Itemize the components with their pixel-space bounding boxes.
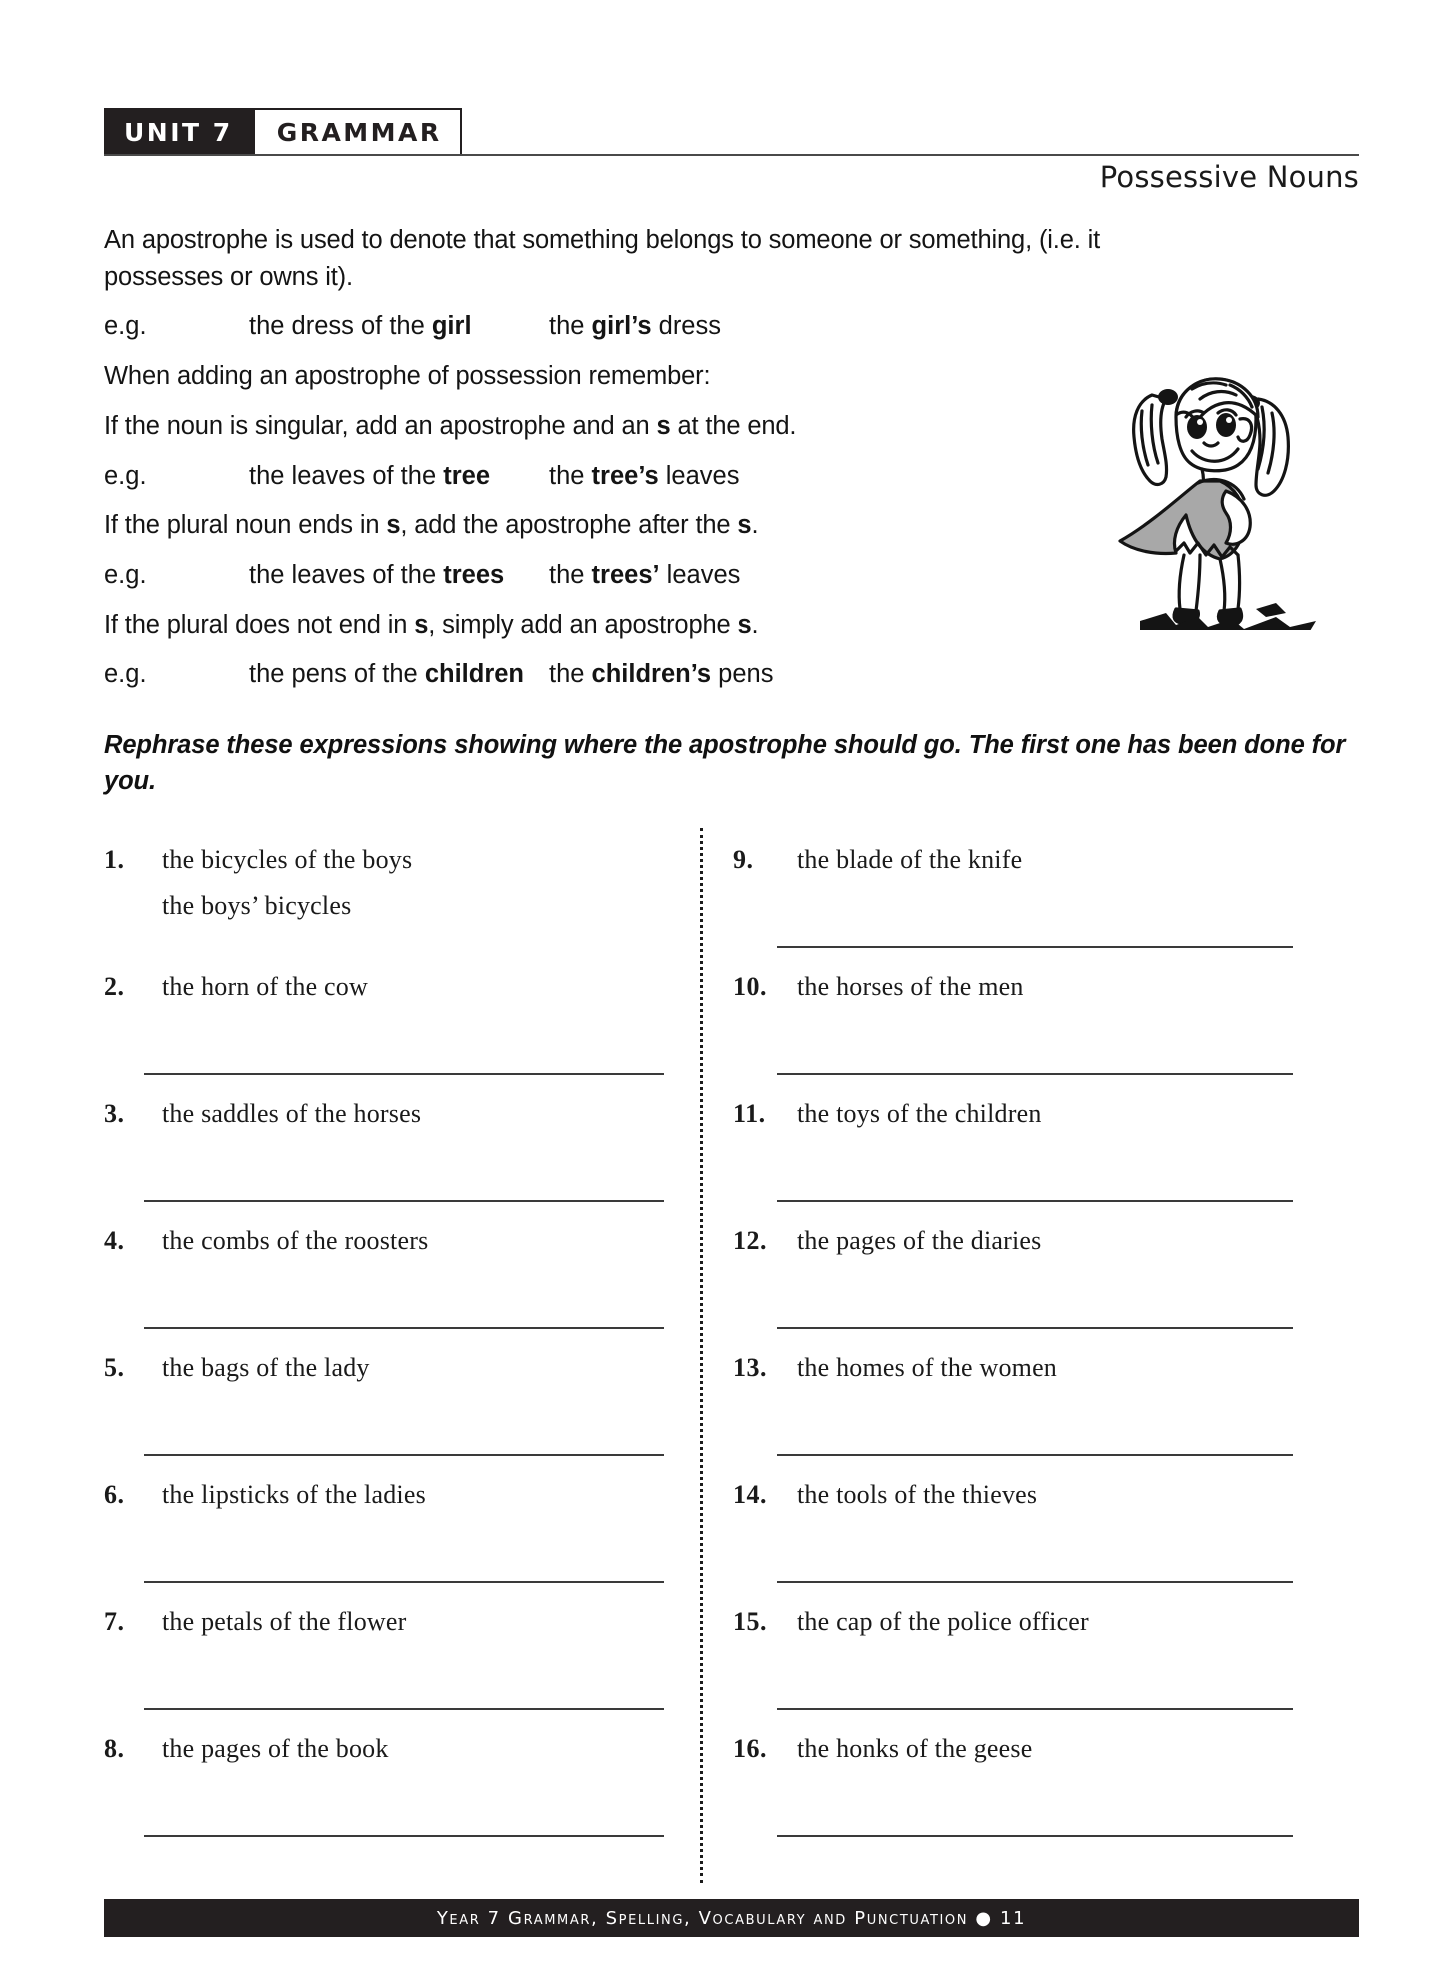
- answer-blank-line[interactable]: [777, 1835, 1293, 1837]
- eg-poss-noun: girl’s: [591, 312, 652, 341]
- eg-plain-text: the dress of the: [249, 312, 432, 341]
- eg-plain-noun: girl: [431, 312, 472, 341]
- exercise-text: the petals of the flower: [162, 1607, 407, 1636]
- exercise-item: [104, 1607, 664, 1734]
- rule-plural-nos-c: .: [751, 610, 759, 639]
- rule-plural-s-c: .: [751, 511, 759, 540]
- exercise-item: [104, 972, 664, 1099]
- exercise-number: 5.: [104, 1353, 125, 1382]
- exercise-column-left: [104, 845, 664, 1861]
- exercise-prompt: [104, 1099, 664, 1129]
- exercise-number: 8.: [104, 1734, 125, 1763]
- eg-label: e.g.: [104, 660, 147, 689]
- exercise-number: 4.: [104, 1226, 125, 1255]
- example-row-tree: [104, 458, 1124, 495]
- exercise-prompt: [733, 1226, 1293, 1256]
- exercise-text: the horses of the men: [797, 972, 1024, 1001]
- exercise-item: [733, 1480, 1293, 1607]
- eg-poss-noun: trees’: [591, 561, 660, 590]
- eg-plain-text: the leaves of the: [249, 561, 444, 590]
- answer-blank-line[interactable]: [777, 1200, 1293, 1202]
- eg-plain-text: the leaves of the: [249, 461, 444, 490]
- exercise-prompt: [733, 1480, 1293, 1510]
- eg-poss-pre: the: [549, 660, 592, 689]
- answer-blank-line[interactable]: [144, 1835, 664, 1837]
- exercise-number: 16.: [733, 1734, 767, 1763]
- rule-singular-b: at the end.: [670, 411, 797, 440]
- page-title: Possessive Nouns: [1099, 160, 1359, 194]
- answer-blank-line[interactable]: [144, 1200, 664, 1202]
- answer-blank-line[interactable]: [777, 1454, 1293, 1456]
- exercise-prompt: [104, 1226, 664, 1256]
- answer-blank-line[interactable]: [777, 1581, 1293, 1583]
- exercise-number: 9.: [733, 845, 754, 874]
- exercise-item: [104, 1734, 664, 1861]
- exercise-text: the pages of the book: [162, 1734, 389, 1763]
- exercise-prompt: [733, 845, 1293, 875]
- exercise-prompt: [733, 1607, 1293, 1637]
- unit-label: UNIT 7: [104, 108, 255, 156]
- exercise-item: [733, 845, 1293, 972]
- exercise-item: [104, 1353, 664, 1480]
- exercise-prompt: [104, 1480, 664, 1510]
- eg-possessive-phrase: [549, 557, 740, 594]
- eg-possessive-phrase: [549, 308, 721, 345]
- eg-plain-noun: trees: [443, 561, 505, 590]
- exercise-number: 10.: [733, 972, 767, 1001]
- rule-singular-a: If the noun is singular, add an apostrophe and an: [104, 411, 657, 440]
- eg-plain-text: the pens of the: [249, 660, 425, 689]
- lesson-text-block: [104, 222, 1124, 706]
- exercise-number: 2.: [104, 972, 125, 1001]
- exercise-number: 3.: [104, 1099, 125, 1128]
- exercise-prompt: [104, 972, 664, 1002]
- eg-label: e.g.: [104, 561, 147, 590]
- answer-blank-line[interactable]: [144, 1327, 664, 1329]
- exercise-item: [104, 845, 664, 972]
- header-divider-rule: [104, 154, 1359, 156]
- rule-plural-s-bold2: s: [737, 511, 752, 540]
- exercise-prompt: [733, 1734, 1293, 1764]
- exercise-text: the honks of the geese: [797, 1734, 1033, 1763]
- exercise-text: the horn of the cow: [162, 972, 368, 1001]
- answer-blank-line[interactable]: [777, 1073, 1293, 1075]
- eg-poss-pre: the: [549, 312, 592, 341]
- exercise-prompt: [104, 845, 664, 875]
- exercise-prompt: [733, 1353, 1293, 1383]
- exercise-text: the pages of the diaries: [797, 1226, 1042, 1255]
- exercise-item: [733, 1226, 1293, 1353]
- eg-label: e.g.: [104, 461, 147, 490]
- eg-poss-post: leaves: [659, 561, 741, 590]
- exercise-number: 12.: [733, 1226, 767, 1255]
- eg-plain-phrase: [249, 656, 549, 693]
- exercise-item: [733, 1734, 1293, 1861]
- eg-poss-post: leaves: [658, 461, 740, 490]
- eg-label: e.g.: [104, 312, 147, 341]
- section-label: GRAMMAR: [255, 108, 462, 156]
- exercise-item: [104, 1099, 664, 1226]
- exercise-prompt: [104, 1607, 664, 1637]
- exercise-prompt: [733, 1099, 1293, 1129]
- exercise-item: [733, 1353, 1293, 1480]
- answer-blank-line[interactable]: [144, 1708, 664, 1710]
- eg-poss-post: dress: [651, 312, 721, 341]
- exercise-number: 11.: [733, 1099, 766, 1128]
- rule-plural-s-a: If the plural noun ends in: [104, 511, 387, 540]
- exercise-prompt: [104, 1734, 664, 1764]
- exercise-item: [733, 1607, 1293, 1734]
- exercise-column-right: [733, 845, 1293, 1861]
- exercise-item: [733, 972, 1293, 1099]
- eg-possessive-phrase: [549, 458, 739, 495]
- task-instruction: Rephrase these expressions showing where the apostrophe should go. The first one has been done for you.: [104, 731, 1346, 796]
- exercise-number: 7.: [104, 1607, 125, 1636]
- example-row-children: [104, 656, 1124, 693]
- rule-plural-nos-bold1: s: [414, 610, 429, 639]
- eg-plain-phrase: [249, 308, 549, 345]
- eg-poss-pre: the: [549, 561, 592, 590]
- exercise-number: 6.: [104, 1480, 125, 1509]
- example-row-girl: [104, 308, 1124, 345]
- exercise-prompt: [733, 972, 1293, 1002]
- exercise-item: [104, 1480, 664, 1607]
- answer-blank-line[interactable]: [777, 946, 1293, 948]
- exercise-number: 13.: [733, 1353, 767, 1382]
- example-row-trees: [104, 557, 1124, 594]
- lesson-remember-intro: When adding an apostrophe of possession remember:: [104, 362, 711, 391]
- exercise-text: the lipsticks of the ladies: [162, 1480, 426, 1509]
- answer-blank-line[interactable]: [144, 1581, 664, 1583]
- exercise-item: [733, 1099, 1293, 1226]
- eg-poss-pre: the: [549, 461, 592, 490]
- exercise-text: the toys of the children: [797, 1099, 1042, 1128]
- eg-plain-noun: tree: [443, 461, 490, 490]
- lesson-intro: An apostrophe is used to denote that something belongs to someone or something, (i.e. it possesses or owns it).: [104, 226, 1101, 291]
- eg-plain-noun: children: [424, 660, 524, 689]
- eg-plain-phrase: [249, 557, 549, 594]
- column-divider: [700, 828, 703, 1883]
- answer-blank-line[interactable]: [777, 1327, 1293, 1329]
- exercise-number: 14.: [733, 1480, 767, 1509]
- exercise-item: [104, 1226, 664, 1353]
- exercise-text: the blade of the knife: [797, 845, 1023, 874]
- exercise-text: the bags of the lady: [162, 1353, 370, 1382]
- eg-poss-noun: tree’s: [591, 461, 659, 490]
- exercise-text: the bicycles of the boys: [162, 845, 413, 874]
- answer-blank-line[interactable]: [777, 1708, 1293, 1710]
- exercise-text: the homes of the women: [797, 1353, 1058, 1382]
- lesson-rule-plural-s: [104, 507, 1124, 544]
- exercise-text: the tools of the thieves: [797, 1480, 1038, 1509]
- rule-plural-s-bold1: s: [386, 511, 401, 540]
- page-footer: [104, 1899, 1359, 1937]
- lesson-rule-plural-no-s: [104, 607, 1124, 644]
- eg-plain-phrase: [249, 458, 549, 495]
- rule-plural-s-b: , add the apostrophe after the: [400, 511, 738, 540]
- exercise-text: the cap of the police officer: [797, 1607, 1089, 1636]
- exercise-answer: the boys’ bicycles: [162, 891, 352, 920]
- exercise-text: the saddles of the horses: [162, 1099, 422, 1128]
- answer-blank-line[interactable]: [144, 1454, 664, 1456]
- exercise-prompt: [104, 1353, 664, 1383]
- exercise-number: 1.: [104, 845, 125, 874]
- rule-plural-nos-b: , simply add an apostrophe: [428, 610, 738, 639]
- unit-header-badge: [104, 108, 462, 156]
- exercise-number: 15.: [733, 1607, 767, 1636]
- rule-plural-nos-bold2: s: [737, 610, 752, 639]
- eg-poss-post: pens: [711, 660, 774, 689]
- rule-plural-nos-a: If the plural does not end in: [104, 610, 415, 639]
- exercise-text: the combs of the roosters: [162, 1226, 429, 1255]
- lesson-rule-singular: [104, 408, 1124, 445]
- answer-blank-line[interactable]: [144, 1073, 664, 1075]
- footer-text: Year 7 Grammar, Spelling, Vocabulary and Punctuation ● 11: [436, 1907, 1027, 1929]
- eg-poss-noun: children’s: [591, 660, 712, 689]
- rule-singular-bold: s: [656, 411, 671, 440]
- eg-possessive-phrase: [549, 656, 773, 693]
